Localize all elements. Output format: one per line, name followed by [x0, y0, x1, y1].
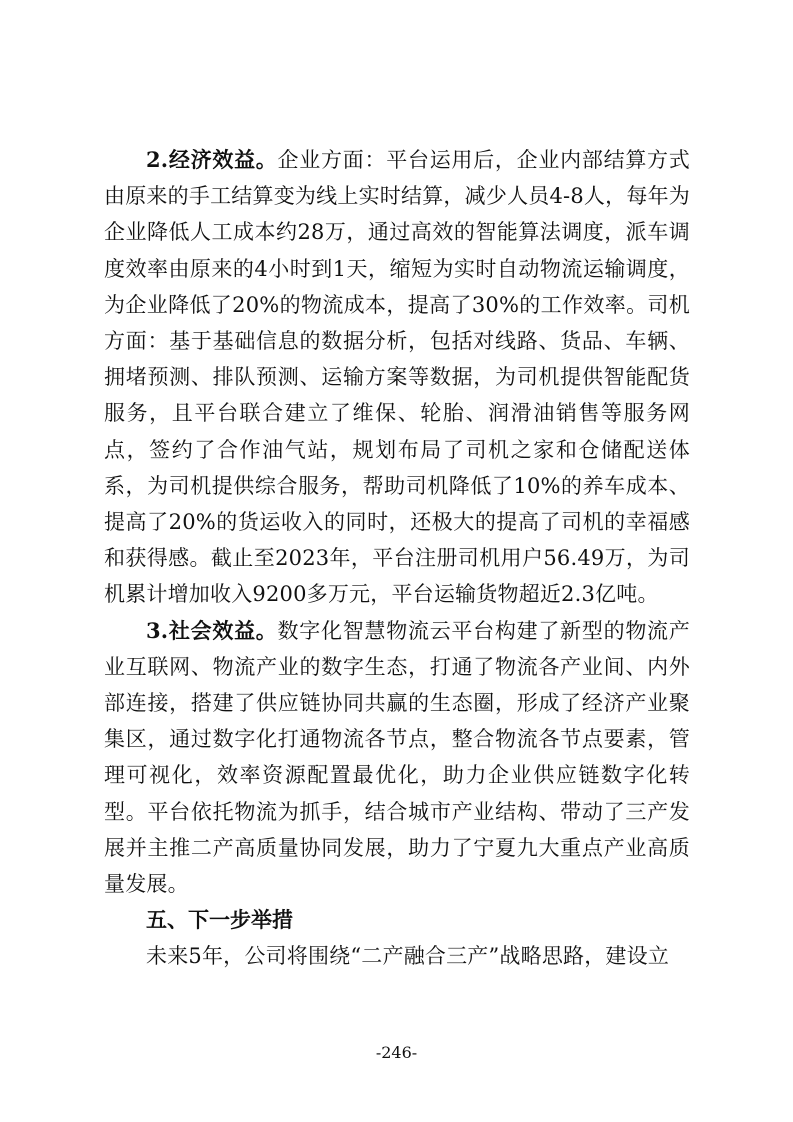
social-benefits-text: 数字化智慧物流云平台构建了新型的物流产业互联网、物流产业的数字生态，打通了物流各产业间、内外部连接，搭建了供应链协同共赢的生态圈，形成了经济产业聚集区，通过数字化打通物流各节点，整合物流各节点要素，管理可视化，效率资源配置最优化，助力企业供应链数字化转型。平台依托物流为抓手，结合城市产业结构、带动了三产发展并主推二产高质量协同发展，助力了宁夏九大重点产业高质量发展。: [104, 618, 690, 897]
economic-benefits-text: 企业方面：平台运用后，企业内部结算方式由原来的手工结算变为线上实时结算，减少人员4-8人，每年为企业降低人工成本约28万，通过高效的智能算法调度，派车调度效率由原来的4小时到1天，缩短为实时自动物流运输调度，为企业降低了20%的物流成本，提高了30%的工作效率。司机方面：基于基础信息的数据分析，包括对线路、货品、车辆、拥堵预测、排队预测、运输方案等数据，为司机提供智能配货服务，且平台联合建立了维保、轮胎、润滑油销售等服务网点，签约了合作油气站，规划布局了司机之家和仓储配送体系，为司机提供综合服务，帮助司机降低了10%的养车成本、提高了20%的货运收入的同时，还极大的提高了司机的幸福感和获得感。截止至2023年，平台注册司机用户56.49万，为司机累计增加收入9200多万元，平台运输货物超近2.3亿吨。: [104, 148, 690, 607]
section-text: 未来5年，公司将围绕“二产融合三产”战略思路，建设立: [146, 944, 670, 969]
section-heading: 五、下一步举措: [146, 907, 293, 933]
economic-benefits-lead: 2.经济效益。: [146, 147, 278, 172]
social-benefits-lead: 3.社会效益。: [146, 617, 278, 643]
page-number: -246-: [375, 1043, 418, 1062]
social-benefits-paragraph: [104, 613, 690, 903]
document-body: [104, 142, 690, 975]
economic-benefits-paragraph: [104, 142, 690, 613]
